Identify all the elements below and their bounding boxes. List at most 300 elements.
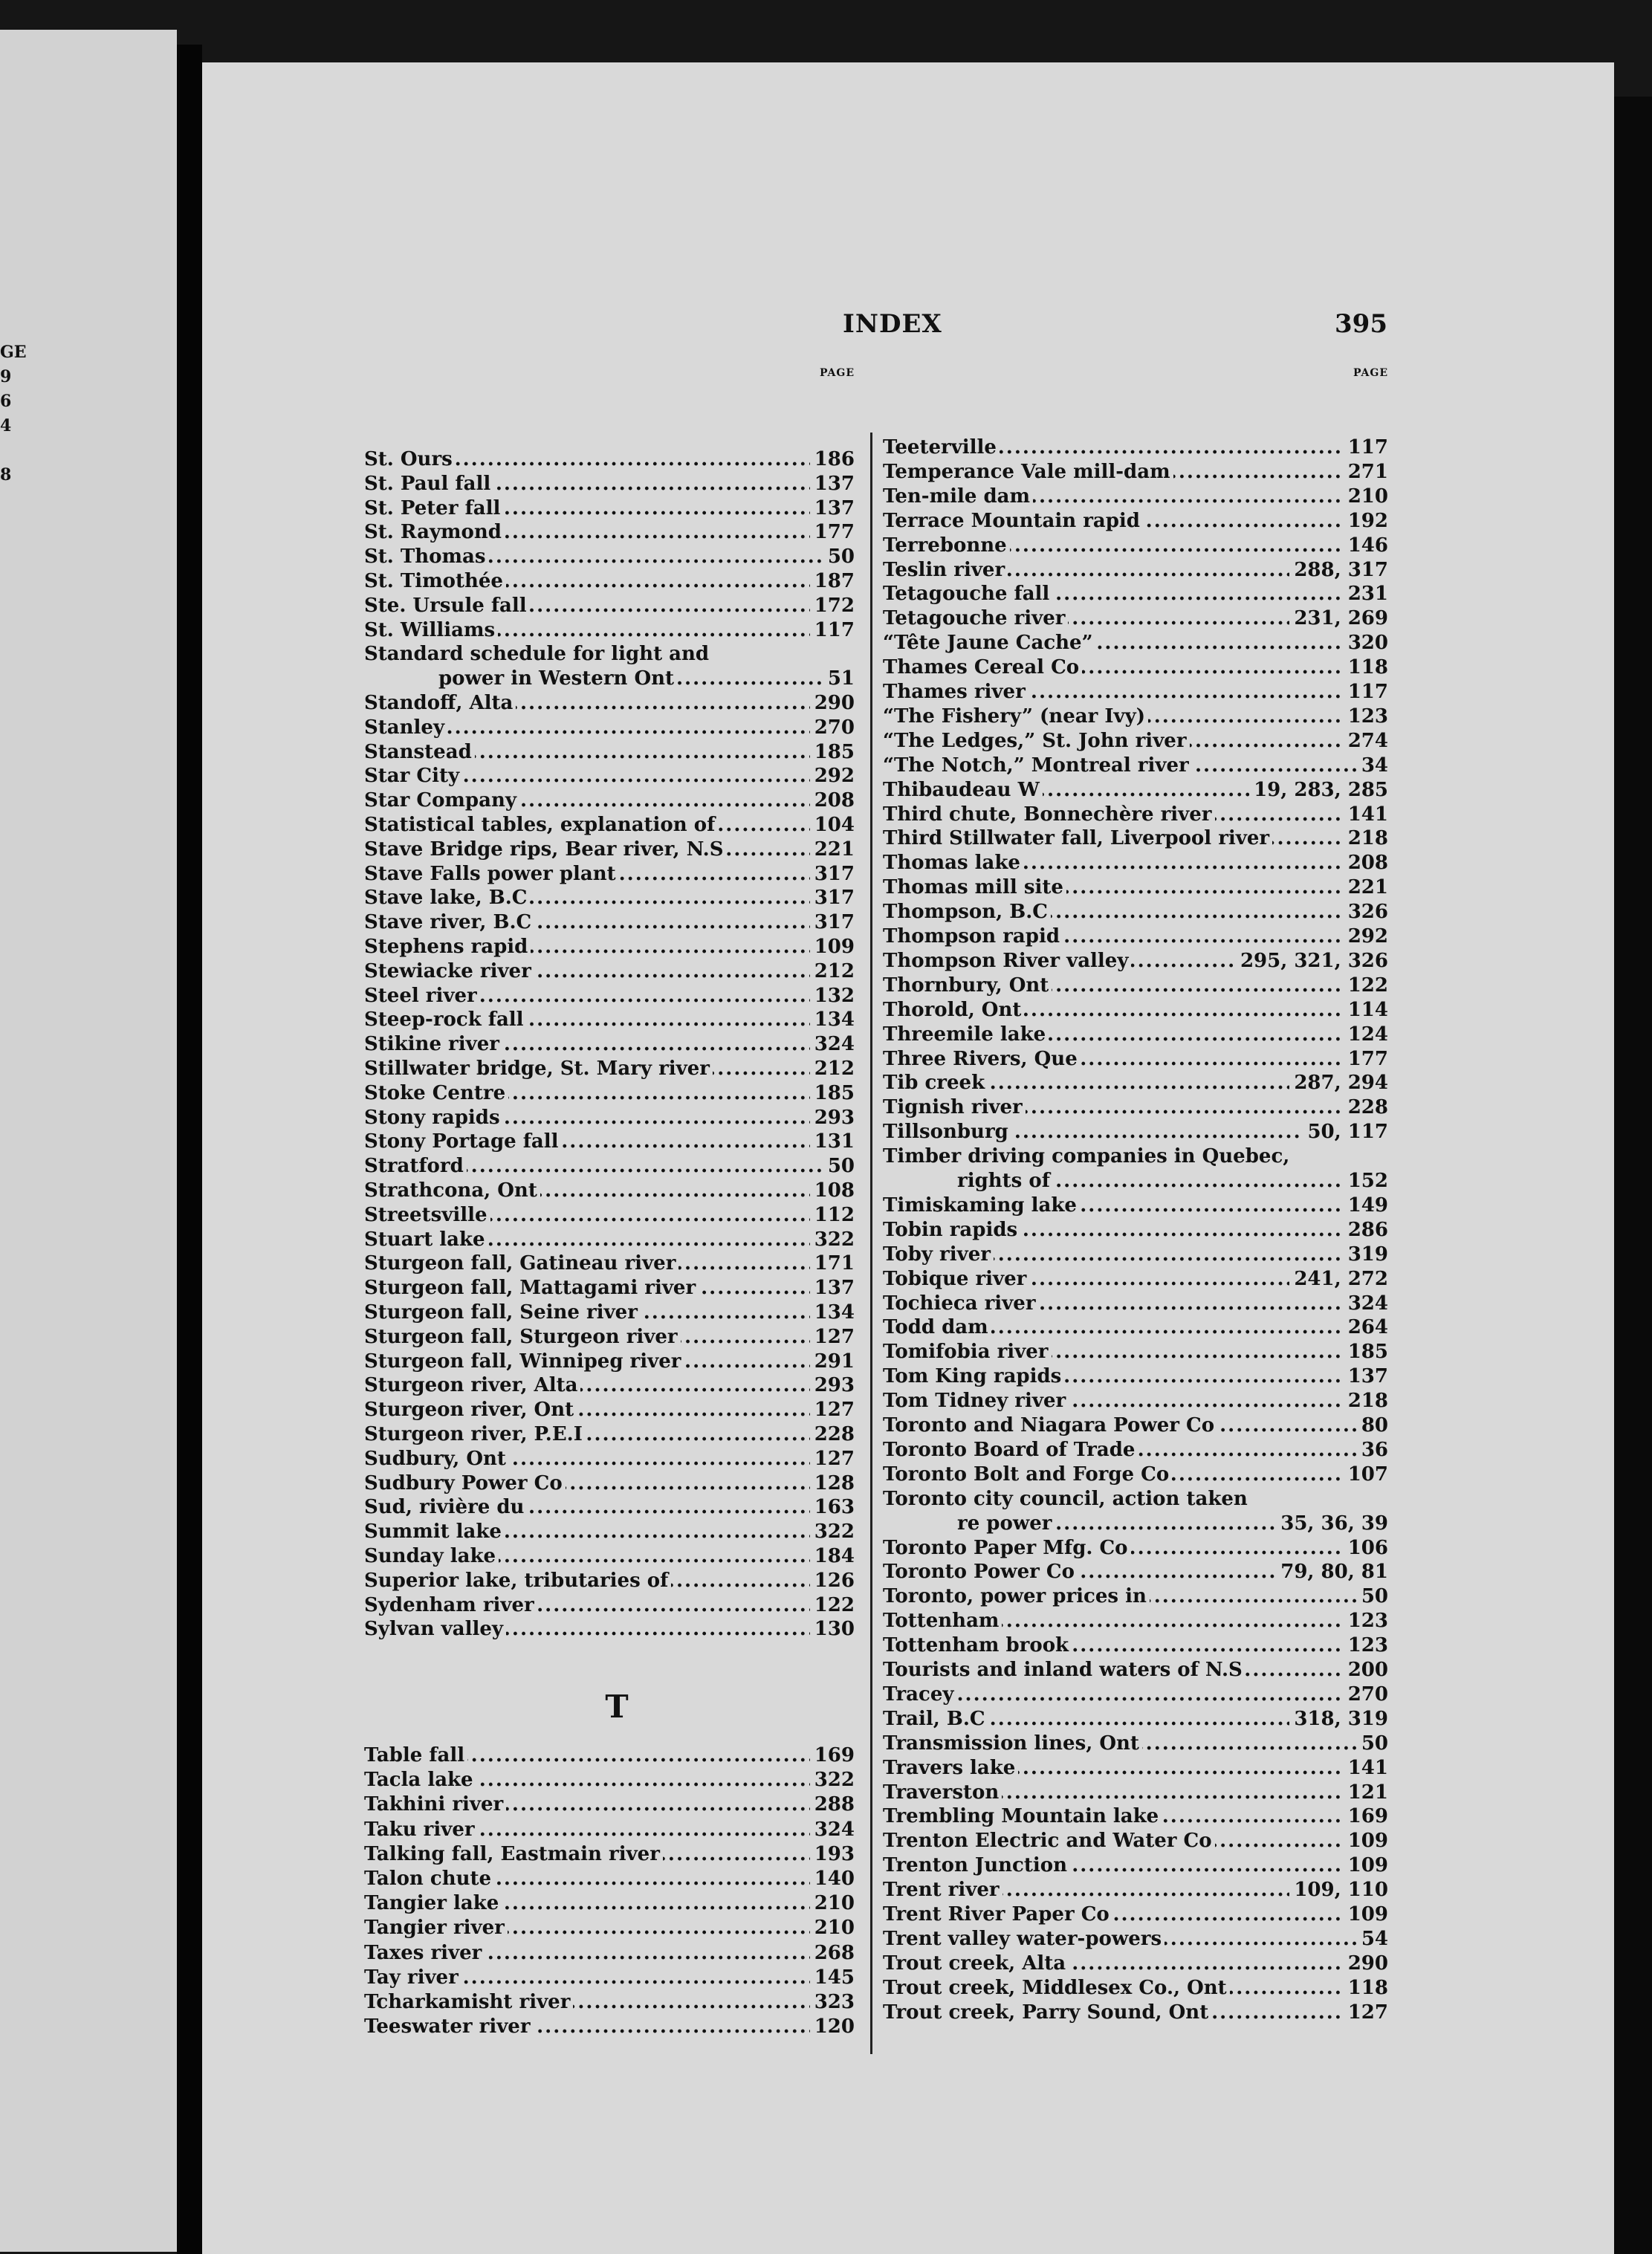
index-term: Trembling Mountain lake xyxy=(883,1805,1162,1827)
index-term: Standard schedule for light and xyxy=(364,643,712,665)
index-page-ref: 322 xyxy=(810,1768,855,1792)
index-page-ref: 109, 110 xyxy=(1289,1878,1388,1902)
index-term: Taku river xyxy=(364,1819,478,1841)
index-page-ref: 141 xyxy=(1344,803,1388,826)
index-page-ref: 137 xyxy=(810,1276,855,1300)
index-page-ref: 50 xyxy=(823,1154,855,1178)
index-page-ref: 274 xyxy=(1344,729,1388,753)
left-page-glyph xyxy=(0,438,27,463)
index-entry xyxy=(364,1520,855,1544)
index-entry xyxy=(364,910,855,934)
index-term: Terrace Mountain rapid xyxy=(883,510,1143,532)
index-page-ref: 291 xyxy=(810,1350,855,1373)
index-entry xyxy=(883,460,1388,484)
index-term: Table fall xyxy=(364,1744,467,1766)
index-page xyxy=(202,62,1614,2254)
index-entry xyxy=(364,1228,855,1251)
index-entry xyxy=(883,1463,1388,1486)
index-page-ref: 51 xyxy=(823,667,855,690)
index-term: Third Stillwater fall, Liverpool river xyxy=(883,827,1272,849)
index-page-ref: 34 xyxy=(1357,754,1388,777)
index-term: Tomifobia river xyxy=(883,1341,1052,1363)
index-term: “Tête Jaune Cache” xyxy=(883,632,1096,654)
index-entry xyxy=(883,1560,1388,1584)
page-edge-shadow xyxy=(1614,97,1652,2254)
index-entry xyxy=(883,1292,1388,1315)
index-entry xyxy=(364,1743,855,1767)
index-term: “The Fishery” (near Ivy) xyxy=(883,705,1148,728)
index-page-ref: 117 xyxy=(1344,435,1388,459)
index-term: Thames Cereal Co xyxy=(883,656,1082,679)
index-page-ref: 288 xyxy=(810,1792,855,1816)
index-entry xyxy=(364,496,855,520)
index-page-ref: 231 xyxy=(1344,582,1388,606)
index-term: Tottenham brook xyxy=(883,1634,1072,1657)
index-page-ref: 109 xyxy=(1344,1902,1388,1926)
index-page-ref: 112 xyxy=(810,1203,855,1227)
index-entry xyxy=(883,1952,1388,1975)
index-term: Sturgeon fall, Gatineau river xyxy=(364,1252,678,1275)
index-entry xyxy=(364,1617,855,1641)
index-page-ref: 123 xyxy=(1344,1633,1388,1657)
index-term: Stave lake, B.C xyxy=(364,887,530,909)
index-entry xyxy=(364,1891,855,1915)
index-term: Sunday lake xyxy=(364,1545,499,1567)
index-page-ref: 318, 319 xyxy=(1289,1707,1388,1731)
index-page-ref: 126 xyxy=(810,1569,855,1593)
index-entry xyxy=(883,1683,1388,1706)
index-entry xyxy=(883,1047,1388,1071)
index-term: Sudbury Power Co xyxy=(364,1472,566,1494)
index-term: Timber driving companies in Quebec, xyxy=(883,1145,1292,1168)
index-entry xyxy=(883,631,1388,655)
index-entry xyxy=(883,1413,1388,1437)
index-page-ref: 290 xyxy=(1344,1952,1388,1975)
index-entry xyxy=(883,754,1388,777)
index-term: Tom King rapids xyxy=(883,1365,1064,1387)
index-page-ref: 270 xyxy=(810,716,855,739)
index-entry xyxy=(364,740,855,764)
index-page-ref: 210 xyxy=(810,1891,855,1915)
index-entry xyxy=(364,1471,855,1495)
index-entry xyxy=(364,642,855,666)
index-term: Todd dam xyxy=(883,1316,991,1338)
index-entry xyxy=(364,984,855,1008)
index-page-ref: 134 xyxy=(810,1301,855,1324)
index-page-ref: 185 xyxy=(810,1081,855,1105)
index-page-ref: 123 xyxy=(1344,1609,1388,1633)
index-term: Star Company xyxy=(364,789,519,812)
left-page-glyphs xyxy=(0,340,27,488)
index-page-ref: 128 xyxy=(810,1471,855,1495)
index-term: Stewiacke river xyxy=(364,960,534,982)
index-term: Teeswater river xyxy=(364,2015,534,2038)
index-page-ref: 141 xyxy=(1344,1756,1388,1780)
index-page-ref: 185 xyxy=(1344,1340,1388,1364)
index-entry xyxy=(883,485,1388,508)
index-term: Stillwater bridge, St. Mary river xyxy=(364,1058,713,1080)
index-entry xyxy=(883,680,1388,704)
index-term: Stuart lake xyxy=(364,1228,488,1251)
index-page-ref: 120 xyxy=(810,2015,855,2038)
index-page-ref: 132 xyxy=(810,984,855,1008)
index-entry xyxy=(364,935,855,959)
index-term: St. Williams xyxy=(364,619,498,641)
index-page-ref: 287, 294 xyxy=(1289,1071,1388,1095)
index-page-ref: 286 xyxy=(1344,1218,1388,1242)
index-term: Steel river xyxy=(364,985,480,1007)
index-entry xyxy=(883,1902,1388,1926)
index-term: Star City xyxy=(364,765,462,787)
index-term: rights of xyxy=(883,1170,1053,1192)
index-entry xyxy=(364,545,855,569)
page-number: 395 xyxy=(1335,309,1387,339)
index-page-ref: 323 xyxy=(810,1990,855,2014)
index-entry xyxy=(364,838,855,861)
index-entry xyxy=(883,1927,1388,1951)
index-term: Toby river xyxy=(883,1243,994,1266)
index-term: Ste. Ursule fall xyxy=(364,595,530,617)
index-term: Toronto Paper Mfg. Co xyxy=(883,1537,1131,1559)
index-term: Tochieca river xyxy=(883,1292,1039,1315)
index-page-ref: 187 xyxy=(810,569,855,593)
index-entry xyxy=(364,1941,855,1965)
index-page-ref: 212 xyxy=(810,959,855,983)
index-page-ref: 130 xyxy=(810,1617,855,1641)
index-page-ref: 104 xyxy=(810,813,855,837)
index-term: Trout creek, Alta xyxy=(883,1952,1069,1975)
index-term: Toronto Board of Trade xyxy=(883,1439,1138,1461)
index-entry xyxy=(364,1373,855,1397)
index-entry xyxy=(364,1593,855,1617)
index-entry xyxy=(364,1154,855,1178)
index-term: Trail, B.C xyxy=(883,1708,988,1730)
index-entry xyxy=(883,1389,1388,1413)
index-term: Trout creek, Middlesex Co., Ont xyxy=(883,1977,1230,1999)
left-page-glyph: 4 xyxy=(0,416,12,435)
index-term: Stony Portage fall xyxy=(364,1130,562,1153)
index-entry xyxy=(883,1829,1388,1853)
index-term: Sturgeon fall, Mattagami river xyxy=(364,1277,699,1299)
index-entry xyxy=(883,1144,1388,1168)
index-term: Stave Falls power plant xyxy=(364,863,619,885)
index-page-ref: 295, 321, 326 xyxy=(1236,949,1388,973)
index-term: Transmission lines, Ont xyxy=(883,1732,1142,1755)
index-title: INDEX xyxy=(843,309,942,339)
index-page-ref: 228 xyxy=(810,1422,855,1446)
index-page-ref: 292 xyxy=(1344,924,1388,948)
index-term: Stratford xyxy=(364,1155,467,1177)
index-page-ref: 127 xyxy=(810,1447,855,1471)
index-term: Thornbury, Ont xyxy=(883,974,1052,997)
index-page-ref: 172 xyxy=(810,594,855,618)
index-page-ref: 293 xyxy=(810,1373,855,1397)
index-entry xyxy=(364,2015,855,2038)
index-page-ref: 114 xyxy=(1344,998,1388,1022)
index-page-ref: 169 xyxy=(1344,1804,1388,1828)
index-term: Thompson, B.C xyxy=(883,901,1051,923)
index-entry xyxy=(364,1792,855,1816)
index-page-ref: 210 xyxy=(810,1916,855,1940)
index-entry xyxy=(883,558,1388,582)
index-term: Standoff, Alta xyxy=(364,692,516,714)
index-entry xyxy=(364,1179,855,1202)
index-term: Ten-mile dam xyxy=(883,485,1033,508)
index-entry xyxy=(883,509,1388,533)
index-term: St. Raymond xyxy=(364,521,505,543)
index-entry xyxy=(883,1243,1388,1266)
index-term: Taxes river xyxy=(364,1942,485,1964)
index-entry xyxy=(364,447,855,471)
index-entry xyxy=(883,729,1388,753)
index-term: St. Thomas xyxy=(364,545,488,568)
index-term: Stephens rapid xyxy=(364,936,531,958)
index-entry xyxy=(883,1732,1388,1755)
index-page-ref: 264 xyxy=(1344,1315,1388,1339)
index-entry xyxy=(364,667,855,690)
index-entry xyxy=(883,1194,1388,1217)
index-term: Streetsville xyxy=(364,1204,490,1226)
index-term: Tay river xyxy=(364,1966,461,1989)
index-page-ref: 317 xyxy=(810,886,855,910)
index-page-ref: 324 xyxy=(810,1818,855,1842)
index-term: Tangier river xyxy=(364,1917,508,1939)
index-entry xyxy=(364,886,855,910)
index-term: St. Timothée xyxy=(364,570,506,592)
index-entry xyxy=(364,1276,855,1300)
index-term: Third chute, Bonnechère river xyxy=(883,803,1215,826)
index-entry xyxy=(883,1487,1388,1511)
index-page-ref: 137 xyxy=(810,472,855,496)
index-entry xyxy=(883,1218,1388,1242)
index-term: Trenton Junction xyxy=(883,1854,1070,1876)
index-term: Talon chute xyxy=(364,1868,494,1890)
index-term: St. Ours xyxy=(364,448,456,470)
index-term: Tourists and inland waters of N.S xyxy=(883,1659,1246,1681)
index-page-ref: 193 xyxy=(810,1842,855,1866)
index-entry xyxy=(883,705,1388,728)
index-entry xyxy=(883,778,1388,802)
index-entry xyxy=(883,851,1388,875)
index-entry xyxy=(364,1130,855,1153)
index-entry xyxy=(883,606,1388,630)
index-page-ref: 137 xyxy=(1344,1364,1388,1388)
index-entry xyxy=(364,618,855,642)
index-term: Teeterville xyxy=(883,436,1000,459)
index-page-ref: 127 xyxy=(810,1398,855,1422)
page-column-heading: PAGE xyxy=(820,367,855,379)
index-page-ref: 228 xyxy=(1344,1095,1388,1119)
index-term: Tetagouche river xyxy=(883,607,1068,629)
index-term: “The Ledges,” St. John river xyxy=(883,730,1190,752)
index-term: Tetagouche fall xyxy=(883,583,1052,605)
index-term: Trent river xyxy=(883,1879,1002,1901)
index-term: Tottenham xyxy=(883,1610,1002,1632)
index-page-ref: 288, 317 xyxy=(1289,558,1388,582)
index-term: Trent River Paper Co xyxy=(883,1903,1112,1926)
index-term: Toronto Power Co xyxy=(883,1561,1078,1583)
index-page-ref: 169 xyxy=(810,1743,855,1767)
index-entry xyxy=(883,1707,1388,1731)
index-entry xyxy=(883,1169,1388,1193)
index-term: Thomas mill site xyxy=(883,876,1066,898)
index-page-ref: 134 xyxy=(810,1008,855,1032)
index-page-ref: 117 xyxy=(1344,680,1388,704)
index-page-ref: 218 xyxy=(1344,1389,1388,1413)
index-page-ref: 124 xyxy=(1344,1023,1388,1046)
index-page-ref: 127 xyxy=(810,1325,855,1349)
index-page-ref: 109 xyxy=(1344,1829,1388,1853)
index-term: Tangier lake xyxy=(364,1892,502,1914)
index-entry xyxy=(883,582,1388,606)
column-divider xyxy=(870,433,872,2054)
index-entry xyxy=(364,1106,855,1130)
index-entry xyxy=(883,2001,1388,2024)
index-page-ref: 146 xyxy=(1344,534,1388,557)
index-entry xyxy=(883,1781,1388,1804)
index-page-ref: 35, 36, 39 xyxy=(1276,1512,1388,1535)
left-page-glyph: 9 xyxy=(0,367,12,386)
index-entry xyxy=(364,1768,855,1792)
index-entry xyxy=(883,900,1388,924)
index-entry xyxy=(364,813,855,837)
index-term: Tillsonburg xyxy=(883,1121,1011,1143)
index-term: Tobin rapids xyxy=(883,1219,1020,1241)
index-term: Toronto, power prices in xyxy=(883,1585,1150,1607)
index-page-ref: 186 xyxy=(810,447,855,471)
index-page-ref: 192 xyxy=(1344,509,1388,533)
index-term: St. Peter fall xyxy=(364,497,503,519)
index-page-ref: 109 xyxy=(810,935,855,959)
index-term: Trent valley water-powers xyxy=(883,1928,1165,1950)
index-term: Sturgeon fall, Winnipeg river xyxy=(364,1350,684,1373)
index-entry xyxy=(364,1818,855,1842)
index-term: Thompson River valley xyxy=(883,950,1131,972)
index-entry xyxy=(364,1251,855,1275)
index-page-ref: 218 xyxy=(1344,826,1388,850)
index-page-ref: 184 xyxy=(810,1544,855,1568)
index-entry xyxy=(364,1916,855,1940)
index-page-ref: 50 xyxy=(823,545,855,569)
index-entry xyxy=(883,1512,1388,1535)
index-page-ref: 127 xyxy=(1344,2001,1388,2024)
index-page-ref: 221 xyxy=(1344,875,1388,899)
index-term: Traverston xyxy=(883,1781,1002,1804)
index-entry xyxy=(883,974,1388,997)
index-term: Travers lake xyxy=(883,1757,1018,1779)
index-entry xyxy=(883,1804,1388,1828)
index-page-ref: 210 xyxy=(1344,485,1388,508)
index-page-ref: 140 xyxy=(810,1867,855,1891)
index-term: Toronto city council, action taken xyxy=(883,1488,1251,1510)
index-entry xyxy=(364,959,855,983)
index-entry xyxy=(883,826,1388,850)
index-term: Three Rivers, Que xyxy=(883,1048,1081,1070)
index-page-ref: 324 xyxy=(810,1032,855,1056)
index-term: Steep-rock fall xyxy=(364,1008,527,1031)
index-entry xyxy=(364,1081,855,1105)
index-page-ref: 292 xyxy=(810,764,855,788)
index-page-ref: 322 xyxy=(810,1520,855,1544)
section-letter: T xyxy=(605,1688,629,1725)
index-entry xyxy=(883,1658,1388,1682)
left-page-fragment xyxy=(0,30,177,2252)
index-term: Stoke Centre xyxy=(364,1082,508,1104)
index-page-ref: 320 xyxy=(1344,631,1388,655)
book-gutter xyxy=(177,45,202,2254)
index-page-ref: 290 xyxy=(810,691,855,715)
index-term: Terrebonne xyxy=(883,534,1010,557)
index-page-ref: 200 xyxy=(1344,1658,1388,1682)
index-page-ref: 118 xyxy=(1344,655,1388,679)
index-term: Tacla lake xyxy=(364,1769,476,1791)
index-term: Statistical tables, explanation of xyxy=(364,814,718,836)
index-entry xyxy=(883,998,1388,1022)
left-page-glyph: 6 xyxy=(0,392,12,411)
index-term: “The Notch,” Montreal river xyxy=(883,754,1192,777)
index-page-ref: 293 xyxy=(810,1106,855,1130)
index-entry xyxy=(364,1422,855,1446)
index-term: Sturgeon river, Ont xyxy=(364,1399,577,1421)
index-entry xyxy=(364,1447,855,1471)
index-page-ref: 326 xyxy=(1344,900,1388,924)
index-entry xyxy=(364,1350,855,1373)
index-term: Toronto Bolt and Forge Co xyxy=(883,1463,1172,1486)
index-page-ref: 270 xyxy=(1344,1683,1388,1706)
index-entry xyxy=(364,1544,855,1568)
index-entry xyxy=(364,716,855,739)
index-entry xyxy=(883,1364,1388,1388)
index-page-ref: 317 xyxy=(810,910,855,934)
index-term: Sturgeon river, Alta xyxy=(364,1374,580,1396)
left-page-glyph: GE xyxy=(0,343,27,362)
index-entry xyxy=(883,534,1388,557)
index-entry xyxy=(883,1095,1388,1119)
index-term: Sturgeon fall, Seine river xyxy=(364,1301,641,1324)
running-head xyxy=(202,309,1614,346)
index-page-ref: 149 xyxy=(1344,1194,1388,1217)
index-term: Stikine river xyxy=(364,1033,502,1055)
index-entry xyxy=(883,1071,1388,1095)
index-page-ref: 121 xyxy=(1344,1781,1388,1804)
index-term: Thomas lake xyxy=(883,852,1023,874)
index-entry xyxy=(883,1633,1388,1657)
index-entry xyxy=(883,1853,1388,1877)
index-term: Thorold, Ont xyxy=(883,999,1024,1021)
index-entry xyxy=(883,1023,1388,1046)
index-entry xyxy=(364,1203,855,1227)
index-entry xyxy=(883,1756,1388,1780)
index-term: Tignish river xyxy=(883,1096,1026,1118)
index-term: Thames river xyxy=(883,681,1029,703)
index-page-ref: 152 xyxy=(1344,1169,1388,1193)
index-entry xyxy=(883,875,1388,899)
index-entry xyxy=(364,788,855,812)
index-term: Stanstead xyxy=(364,741,475,763)
index-term: re power xyxy=(883,1512,1055,1535)
index-term: Sud, rivière du xyxy=(364,1496,527,1518)
index-entry xyxy=(364,569,855,593)
index-term: Threemile lake xyxy=(883,1023,1049,1046)
index-term: Tib creek xyxy=(883,1072,988,1094)
left-page-glyph: 8 xyxy=(0,465,12,485)
index-entry xyxy=(364,1990,855,2014)
index-entry xyxy=(883,435,1388,459)
index-page-ref: 80 xyxy=(1357,1413,1388,1437)
index-entry xyxy=(883,1536,1388,1560)
index-entry xyxy=(883,1340,1388,1364)
index-entry xyxy=(364,1495,855,1519)
